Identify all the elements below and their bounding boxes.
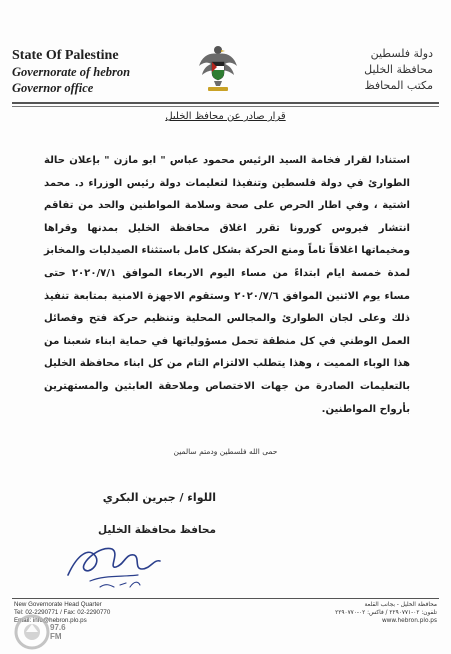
decision-paragraph: استنادا لقرار فخامة السيد الرئيس محمود عباس " ابو مازن " بإعلان حالة الطوارئ في دولة فلسطين وتنفيذا لتعليمات دولة رئيس الوزراء د. محمد اشتية ، وفي اطار الحرص على صحة وسلامة المواطنين والحد من تفاقم انتشار فيروس كورونا تقرر اغلاق محافظة الخليل بمدنها وقراها ومخيماتها اغلاقاً تاماً ومنع الحركة بشكل كامل باستثناء الصيدليات والمخابز لمدة خمسة ايام ابتداءً من مساء اليوم الاربعاء الموافق ٢٠٢٠/٧/١ حتى مساء يوم الاثنين الموافق ٢٠٢٠/٧/٦ وستقوم الاجهزة الامنية بمتابعة تنفيذ ذلك وعلى لجان الطوارئ والمجالس المحلية وتنظيم حركة فتح وفصائل العمل الوطني في كل منطقة تحمل مسؤولياتها في حماية ابناء شعبنا من هذا الوباء المميت ، وهذا يتطلب الالتزام التام من كل ابناء محافظة الخليل بالتعليمات الصادرة من جهات الاختصاص وملاحقة العابثين والمستهترين بأرواح المواطنين. — [44, 155, 410, 415]
footer-ar-website: www.hebron.plo.ps — [381, 618, 437, 625]
footer-en-email: Email: info@hebron.plo.ps — [14, 617, 87, 625]
footer-ar-phone: تلفون: ٠٢-٢٢٩٠٧٧١ / فاكس: ٠٢-٢٢٩٠٧٧٠ — [335, 610, 437, 617]
footer-ar-address: محافظة الخليل - بجانب القلعة — [364, 602, 437, 608]
radio-watermark-icon — [12, 612, 80, 652]
footer-en-phone: Tel: 02-2290771 / Fax: 02-2290770 — [14, 609, 111, 617]
palestine-eagle-emblem-icon — [196, 40, 240, 94]
header-arabic — [283, 46, 433, 94]
footer-en-address: New Governorate Head Quarter — [14, 601, 102, 608]
header-divider-thick — [12, 102, 439, 104]
header-en-office: Governor office — [12, 81, 94, 95]
watermark-freq-number: 97.6 — [50, 623, 66, 632]
header-en-country: State Of Palestine — [12, 48, 119, 63]
header-ar-governorate: محافظة الخليل — [364, 63, 433, 76]
header-ar-office: مكتب المحافظ — [364, 79, 433, 92]
handwritten-signature-icon — [60, 535, 170, 595]
closing-phrase: حمى الله فلسطين ودمتم سالمين — [173, 447, 278, 456]
header-divider-thin — [12, 106, 439, 107]
signatory-title: محافظ محافظة الخليل — [98, 524, 216, 536]
decision-body — [44, 150, 410, 421]
watermark-frequency — [50, 623, 66, 641]
footer-arabic — [257, 601, 437, 626]
header-english — [12, 48, 172, 96]
header-ar-country: دولة فلسطين — [370, 47, 433, 60]
document-title-text: قرار صادر عن محافظ الخليل — [165, 111, 286, 122]
header-en-governorate: Governorate of hebron — [12, 65, 131, 79]
signatory-name: اللواء / جبرين البكري — [102, 491, 216, 504]
document-title — [0, 111, 451, 122]
footer-divider — [12, 598, 439, 599]
watermark-freq-band: FM — [50, 632, 62, 641]
